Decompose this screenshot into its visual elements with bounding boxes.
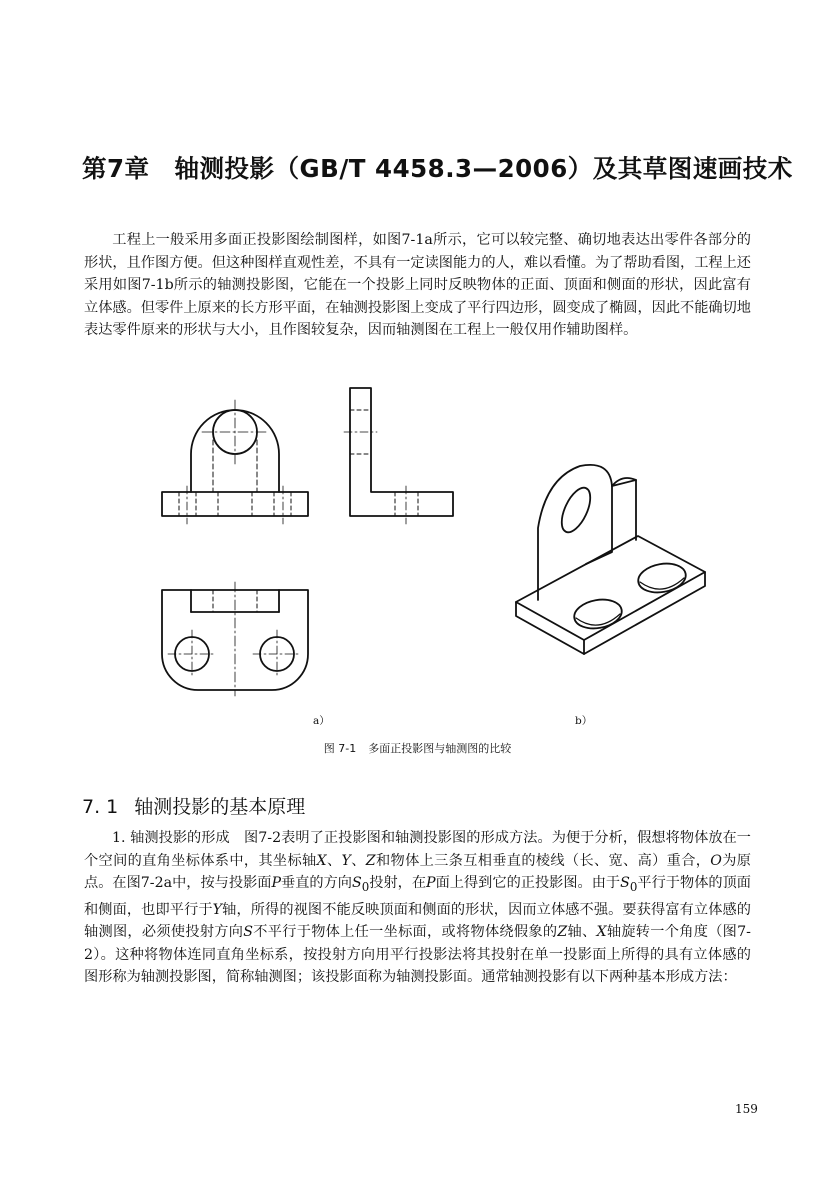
section-number: 7. 1 [82,796,119,818]
text-run: 平行于物体的顶面和侧面，也即平行于 [84,875,751,918]
front-view [162,400,308,524]
top-view [162,582,308,696]
axis-z-symbol: Z [365,852,376,869]
text-run: 、 [350,852,366,869]
text-run: 和物体上三条互相垂直的棱线（长、宽、高）重合， [375,852,711,869]
text-run: 轴，所得的视图不能反映顶面和侧面的形状，因而立体感不强。要获得富有立体感的轴测图，必须使投射方向 [84,901,751,941]
chapter-title: 第7章 轴测投影（GB/T 4458.3—2006）及其草图速画技术 [82,154,793,183]
text-run: 垂直的方向 [281,875,352,892]
side-view [344,388,453,524]
figure-label-a: a） [313,715,330,727]
axis-y-symbol: Y [341,852,351,869]
intro-paragraph [84,229,751,342]
subscript-zero: 0 [361,880,370,895]
direction-s0-symbol: S [620,875,630,892]
text-run: 为原点。在图7-2a中，按与投影面 [84,852,751,892]
text-run: 不平行于物体上任一坐标面，或将物体绕假象的 [253,924,558,941]
plane-p-symbol: P [426,875,436,892]
text-run: 、 [326,852,342,869]
section-heading [82,792,305,819]
figure-caption-number: 图 7-1 [323,742,357,755]
text-run: 轴、 [567,924,597,941]
axis-y-symbol: Y [212,901,223,918]
axis-z-symbol: Z [557,924,568,941]
text-run: 面上得到它的正投影图。由于 [435,875,621,892]
origin-symbol: O [710,852,722,869]
axis-x-symbol: X [596,924,607,941]
figure-7-1 [140,382,720,722]
figure-caption-text: 多面正投影图与轴测图的比较 [368,742,512,755]
section-paragraph [84,827,751,989]
direction-s-symbol: S [243,924,253,941]
axis-x-symbol: X [316,852,327,869]
text-run: 投射，在 [369,875,427,892]
subscript-zero: 0 [629,880,638,895]
figure-label-b: b） [575,715,593,727]
intro-paragraph-text: 工程上一般采用多面正投影图绘制图样，如图7-1a所示，它可以较完整、确切地表达出零件各部分的形状，且作图方便。但这种图样直观性差，不具有一定读图能力的人，难以看懂。为了帮助看图，工程上还采用如图7-1b所示的轴测投影图，它能在一个投影上同时反映物体的正面、顶面和侧面的形状，因此富有立体感。但零件上原来的长方形平面，在轴测投影图上变成了平行四边形，圆变成了椭圆，因此不能确切地表达零件原来的形状与大小，且作图较复杂，因而轴测图在工程上一般仅用作辅助图样。 [84,232,751,339]
plane-p-symbol: P [271,875,281,892]
figure-7-1-drawing [140,382,720,722]
direction-s0-symbol: S [351,875,362,892]
figure-caption [0,740,835,756]
section-title: 轴测投影的基本原理 [134,796,306,818]
isometric-view [516,465,705,654]
page-number: 159 [735,1102,758,1116]
text-run: 轴旋转一个角度（图7-2）。这种将物体连同直角坐标系，按投射方向用平行投影法将其投射在单一投影面上所得的具有立体感的图形称为轴测投影图，简称轴测图；该投影面称为轴测投影面。通常轴测投影有以下两种基本形成方法： [84,924,751,986]
text-run: 1. 轴测投影的形成 图7-2表明了正投影图和轴测投影图的形成方法。为便于分析，假想将物体放在一个空间的直角坐标体系中，其坐标轴 [84,830,751,869]
